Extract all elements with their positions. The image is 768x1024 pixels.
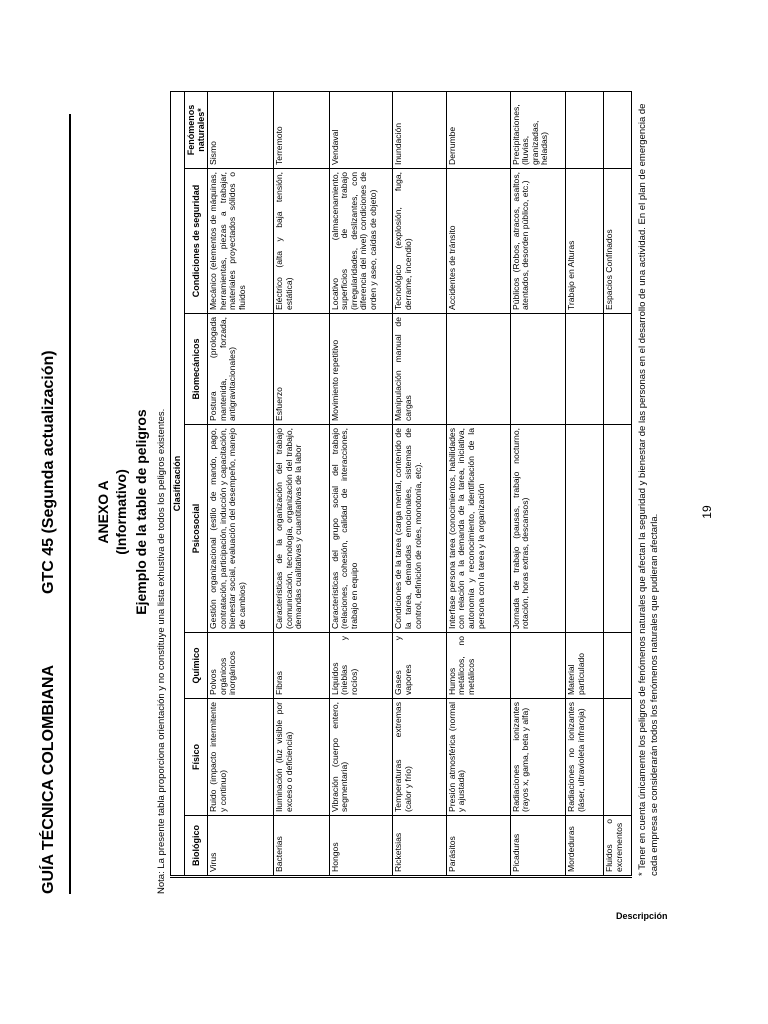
table-cell: Ruido (impacto intermitente y continuo): [208, 699, 274, 816]
table-cell: Esfuerzo: [274, 314, 329, 425]
table-cell: Vibración (cuerpo entero, segmentaria): [329, 699, 393, 816]
header-rule: [69, 114, 71, 894]
table-cell: Bacterias: [274, 816, 329, 876]
column-header-row: [185, 91, 208, 875]
table-cell: Vendaval: [329, 91, 393, 168]
page-header: [40, 114, 66, 894]
classification-header: Clasificación: [171, 91, 185, 875]
table-cell: Inundación: [393, 91, 446, 168]
table-cell: Movimiento repetitivo: [329, 314, 393, 425]
table-cell: Radiaciones ionizantes (rayos x, gama, beta y alfa): [510, 699, 565, 816]
table-cell: [604, 91, 632, 168]
table-row: [393, 91, 446, 875]
header-standard-code: GTC 45 (Segunda actualización): [40, 350, 57, 594]
col-header-psicosocial: Psicosocial: [185, 425, 208, 633]
table-cell: Precipitaciones, (lluvias, granizadas, heladas): [510, 91, 565, 168]
table-cell: Características de la organización del trabajo (comunicación, tecnología, organización del trabajo, demandas cualitativas y cuantitativas de la labor: [274, 425, 329, 633]
table-cell: [446, 314, 510, 425]
table-row: [510, 91, 565, 875]
table-cell: Polvos orgánicos inorgánicos: [208, 633, 274, 699]
table-cell: [604, 633, 632, 699]
table-cell: Picaduras: [510, 816, 565, 876]
table-cell: Mordeduras: [565, 816, 603, 876]
col-header-biomecanicos: Biomecánicos: [185, 314, 208, 425]
table-cell: [565, 425, 603, 633]
table-cell: [604, 699, 632, 816]
table-cell: Fibras: [274, 633, 329, 699]
hazard-table: [170, 91, 632, 876]
table-cell: Fluidos o excrementos: [604, 816, 632, 876]
table-cell: [565, 314, 603, 425]
table-cell: Sismo: [208, 91, 274, 168]
table-row: [604, 91, 632, 875]
annex-title: ANEXO A: [95, 480, 111, 544]
table-cell: [604, 425, 632, 633]
description-label: Descripción: [616, 911, 668, 921]
table-note: Nota: La presente tabla proporciona orientación y no constituye una lista exhustiva de todos los peligros existentes.: [156, 408, 167, 894]
table-cell: Locativo (almacenamiento, superficios de trabajo (irregularidades, deslizantes, con diferencia del nivel) condiciones de orden y aseo, caídas de objeto): [329, 169, 393, 314]
table-cell: Material particulado: [565, 633, 603, 699]
table-cell: Públicos (Robos, atracos, asaltos, atentados, desorden público, etc.): [510, 169, 565, 314]
table-cell: [604, 314, 632, 425]
annex-heading: Ejemplo de la table de peligros: [133, 409, 149, 615]
table-cell: Radiaciones no ionizantes (láser, ultravioleta infraroja): [565, 699, 603, 816]
page-number: 19: [700, 505, 714, 519]
side-column-border: [170, 877, 632, 878]
table-row: [329, 91, 393, 875]
table-cell: Parásitos: [446, 816, 510, 876]
table-cell: Hongos: [329, 816, 393, 876]
table-row: [446, 91, 510, 875]
col-header-quimico: Químico: [185, 633, 208, 699]
annex-subtitle: (Informativo): [113, 469, 129, 555]
table-cell: Iluminación (luz visible por exceso o deficiencia): [274, 699, 329, 816]
table-cell: Tecnológico (explosión, fuga, derrame, incendio): [393, 169, 446, 314]
table-cell: Gases y vapores: [393, 633, 446, 699]
table-cell: Interfase persona tarea (conocimientos, habilidades con relación a la demanda de la tarea, iniciativa, autonomía y reconocimiento, identificación de la persona con la tarea y la organización: [446, 425, 510, 633]
col-header-condiciones-seguridad: Condiciones de seguridad: [185, 169, 208, 314]
col-header-fisico: Físico: [185, 699, 208, 816]
table-cell: Gestión organizacional (estilo de mando, pago, contratación, participación, inducción y capacitación, bienestar social, evaluación del desempeño, manejo de cambios): [208, 425, 274, 633]
description-side-column: [170, 876, 668, 924]
table-cell: [565, 91, 603, 168]
table-cell: Virus: [208, 816, 274, 876]
table-cell: Manipulación manual de cargas: [393, 314, 446, 425]
table-cell: Humos metálicos, no metálicos: [446, 633, 510, 699]
table-cell: Presión atmosférica (normal y ajustada): [446, 699, 510, 816]
table-row: [208, 91, 274, 875]
table-row: [565, 91, 603, 875]
table-cell: Derrumbe: [446, 91, 510, 168]
classification-header-row: [171, 91, 185, 875]
table-cell: Terremoto: [274, 91, 329, 168]
footnote: * Tener en cuenta únicamente los peligros de fenómenos naturales que afectan la seguridad y bienestar de las personas en el desarrollo de una actividad. En el plan de emergencia de cada empresa se considerarán todos los fenómenos naturales que pudieran afectarla.: [637, 103, 660, 876]
col-header-fenomenos-naturales: Fenómenos naturales*: [185, 91, 208, 168]
table-cell: Accidentes de tránsito: [446, 169, 510, 314]
table-cell: Ricketsias: [393, 816, 446, 876]
table-cell: Condiciones de la tarea (carga mental, contenido de la tarea, demandas emocionales, sistemas de control, definición de roles, monotonía, etc).: [393, 425, 446, 633]
table-cell: Mecánico (elementos de máquinas, herramientas, piezas a trabajar, materiales proyectados sólidos o fluidos: [208, 169, 274, 314]
col-header-biologico: Biológico: [185, 816, 208, 876]
table-cell: Espacios Confinados: [604, 169, 632, 314]
table-cell: Líquidos (nieblas y rocíos): [329, 633, 393, 699]
table-cell: Postura (prologada mantenida, forzada, antigravitacionales): [208, 314, 274, 425]
table-cell: Jornada de trabajo (pausas, trabajo nocturno, rotación, horas extras, descansos): [510, 425, 565, 633]
table-cell: Trabajo en Alturas: [565, 169, 603, 314]
header-guide-title: GUÍA TÉCNICA COLOMBIANA: [40, 664, 57, 894]
table-cell: [510, 633, 565, 699]
table-cell: Temperaturas extremas (calor y frío): [393, 699, 446, 816]
hazard-table-wrapper: [170, 92, 638, 876]
table-row: [274, 91, 329, 875]
table-cell: [510, 314, 565, 425]
table-cell: Eléctrico (alta y baja tensión, estática): [274, 169, 329, 314]
table-cell: Características del grupo social del trabajo (relaciones, cohesión, calidad de interacciones, trabajo en equipo: [329, 425, 393, 633]
